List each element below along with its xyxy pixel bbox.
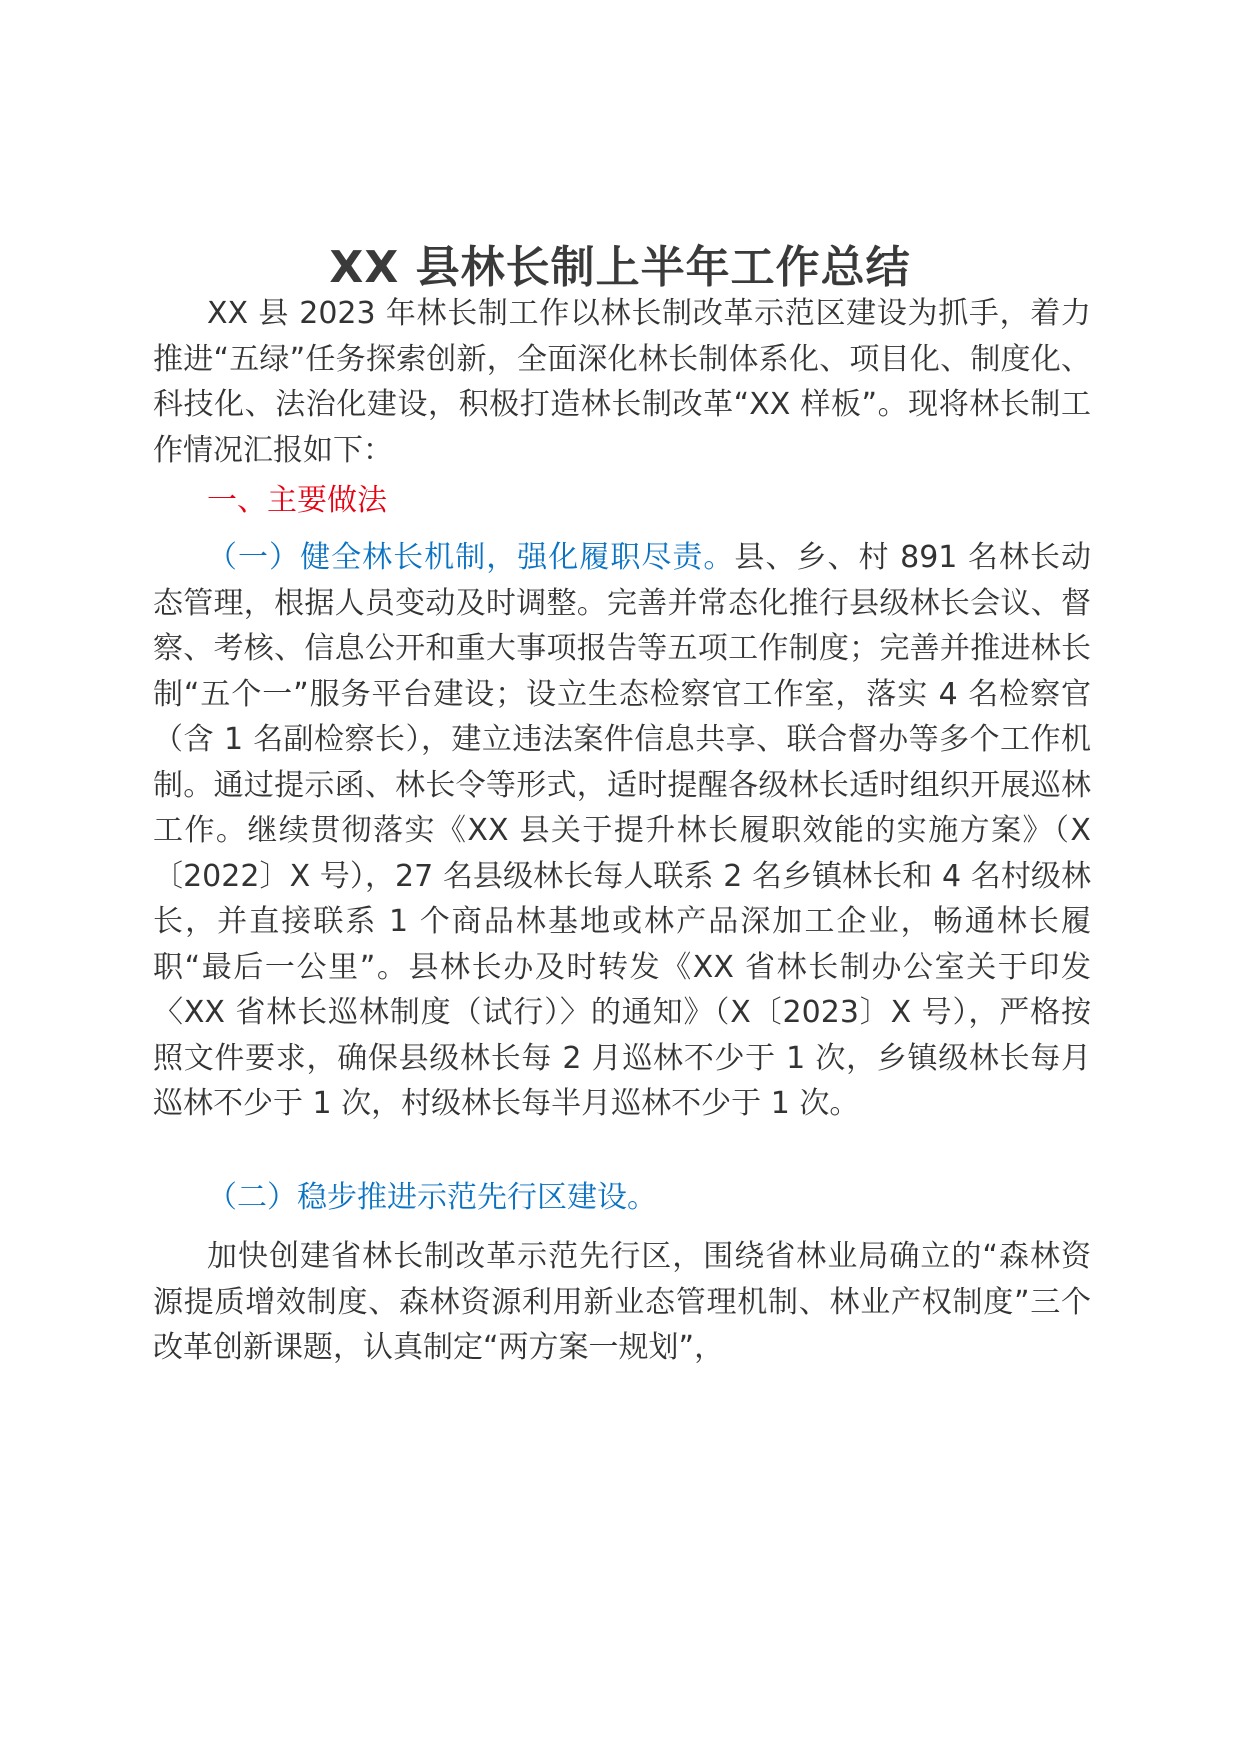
subsection-1-paragraph xyxy=(153,535,1091,1127)
subsection-2-heading: （二）稳步推进示范先行区建设。 xyxy=(207,1180,657,1215)
subsection-1-text: 县、乡、村 891 名林长动态管理，根据人员变动及时调整。完善并常态化推行县级林长会议、督察、考核、信息公开和重大事项报告等五项工作制度；完善并推进林长制“五个一”服务平台建设；设立生态检察官工作室，落实 4 名检察官（含 1 名副检察长），建立违法案件信息共享、联合督办等多个工作机制。通过提示函、林长令等形式，适时提醒各级林长适时组织开展巡林工作。继续贯彻落实《XX 县关于提升林长履职效能的实施方案》（X〔2022〕X 号），27 名县级林长每人联系 2 名乡镇林长和 4 名村级林长，并直接联系 1 个商品林基地或林产品深加工企业，畅通林长履职“最后一公里”。县林长办及时转发《XX 省林长制办公室关于印发〈XX 省林长巡林制度（试行）〉的通知》（X〔2023〕X 号），严格按照文件要求，确保县级林长每 2 月巡林不少于 1 次，乡镇级林长每月巡林不少于 1 次，村级林长每半月巡林不少于 1 次。 xyxy=(153,540,1091,1121)
subsection-2-paragraph: 加快创建省林长制改革示范先行区，围绕省林业局确立的“森林资源提质增效制度、森林资源利用新业态管理机制、林业产权制度”三个改革创新课题，认真制定“两方案一规划”， xyxy=(153,1239,1091,1365)
subsection-1-heading: （一）健全林长机制，强化履职尽责。 xyxy=(207,540,735,575)
intro-paragraph: XX 县 2023 年林长制工作以林长制改革示范区建设为抓手，着力推进“五绿”任务探索创新，全面深化林长制体系化、项目化、制度化、科技化、法治化建设，积极打造林长制改革“XX 样板”。现将林长制工作情况汇报如下： xyxy=(153,296,1091,468)
section-heading-main-practices: 一、主要做法 xyxy=(207,483,387,518)
document-title: XX 县林长制上半年工作总结 xyxy=(329,242,911,293)
